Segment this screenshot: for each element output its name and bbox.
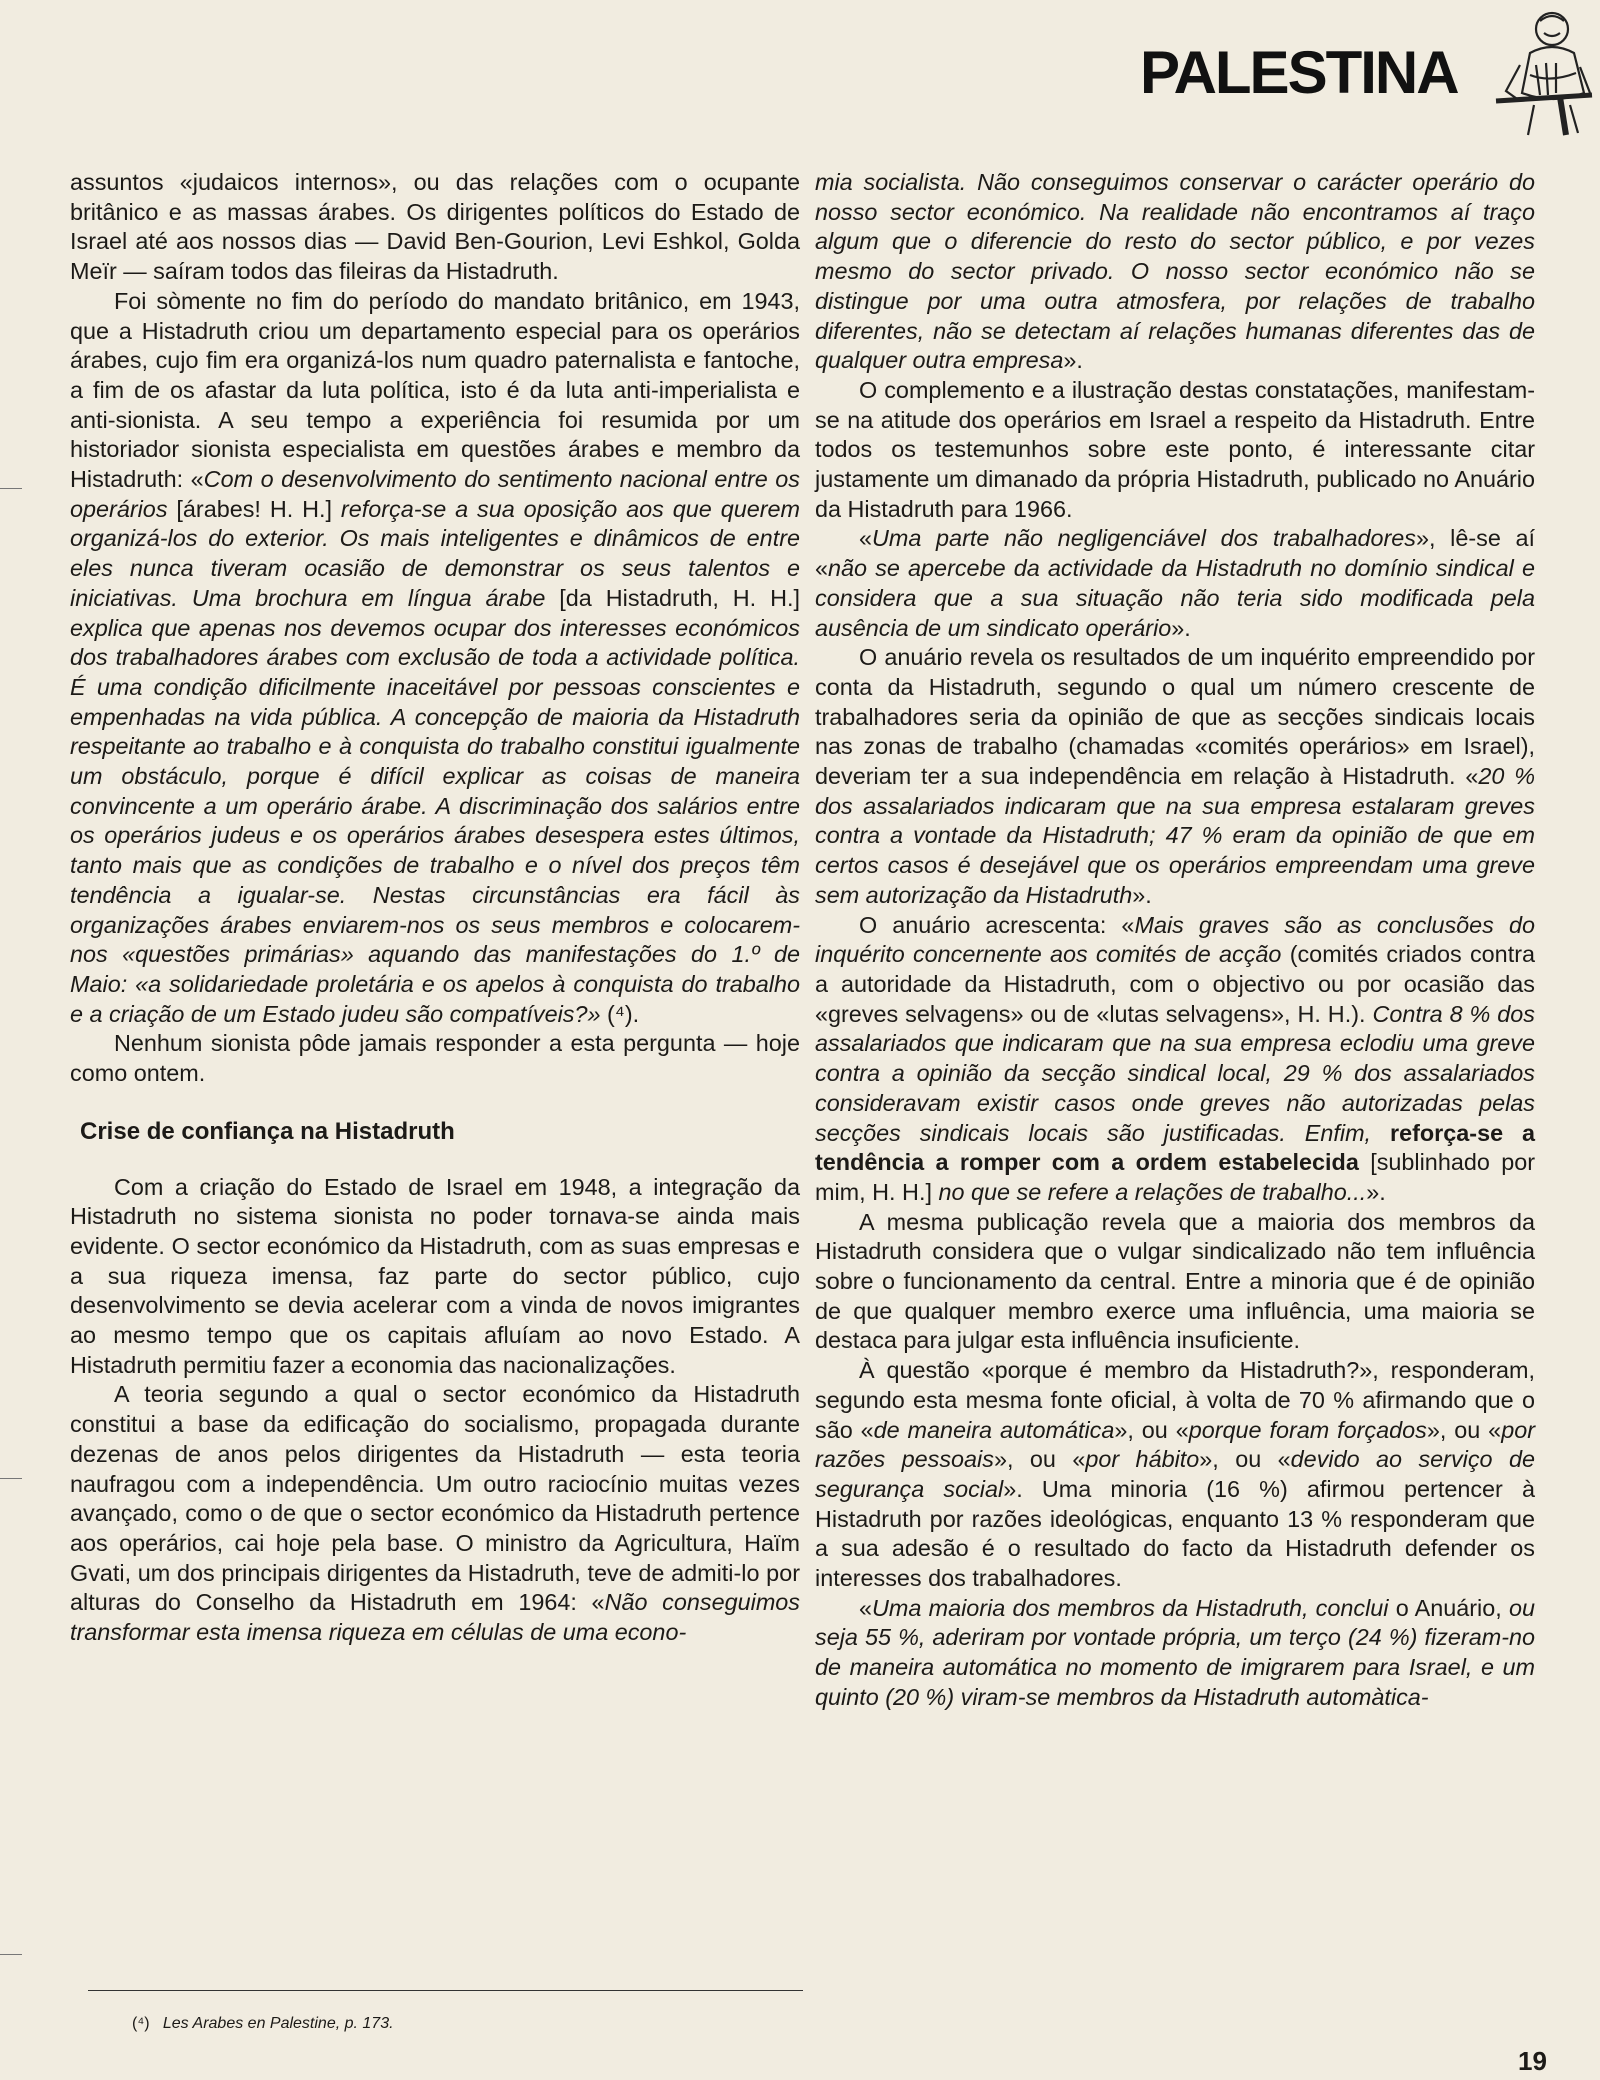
text-run: », ou « (1426, 1416, 1502, 1443)
paragraph: Nenhum sionista pôde jamais responder a esta pergunta — hoje como ontem. (70, 1030, 800, 1087)
footnote-divider (88, 1990, 803, 1991)
quote-text: Mais graves são as conclusões do inquérito concernente aos comités de acção (815, 911, 1535, 968)
quote-text: explica que apenas nos devemos ocupar dos interesses económicos dos trabalhadores árabes com exclusão de toda a actividade política. É uma condição dificilmente inaceitável por pessoas conscientes e empenhadas na vida pública. A concepção de maioria da Histadruth respeitante ao trabalho e à conquista do trabalho constitui igualmente um obstáculo, porque é difícil explicar as coisas de maneira convincente a um operário árabe. A discriminação dos salários entre os operários judeus e os operários árabes desespera estes últimos, tanto mais que as condições de trabalho e o nível dos preços têm tendência a igualar-se. Nestas circunstâncias era fácil às organizações árabes enviarem-nos os seus membros e colocarem-nos «questões primárias» aquando das manifestações do 1.º de Maio: «a solidariedade proletária e os apelos à conquista do trabalho e a criação de um Estado judeu são compatíveis?» (70, 614, 800, 1027)
paragraph: assuntos «judaicos internos», ou das relações com o ocupante britânico e as massas árabes. Os dirigentes políticos do Estado de Israel até aos nossos dias — David Ben-Gourion, Levi Eshkol, Golda Meïr — saíram todos das fileiras da Histadruth. (70, 169, 800, 285)
paragraph: Com a criação do Estado de Israel em 1948, a integração da Histadruth no sistema sionista no poder tornava-se ainda mais evidente. O sector económico da Histadruth, com as suas empresas e a sua riqueza imensa, faz parte do sector público, cujo desenvolvimento se devia acelerar com a vinda de novos imigrantes ao mesmo tempo que os capitais afluíam ao novo Estado. A Histadruth permitiu fazer a economia das nacionalizações. (70, 1173, 800, 1378)
text-run: [sublinhado por mim, H. H.] (815, 1149, 1535, 1205)
quote-text: devido ao serviço de segurança social (815, 1446, 1535, 1502)
left-column (70, 168, 800, 1648)
quote-text: Uma parte não negligenciável dos trabalhadores (872, 525, 1416, 552)
emphasis-text: reforça-se a tendência a romper com a ordem estabelecida (815, 1119, 1536, 1176)
quote-text: Com o desenvolvimento do sentimento nacional entre os operários (70, 466, 800, 522)
paragraph (815, 643, 1535, 910)
text-run: O anuário revela os resultados de um inquérito empreendido por conta da Histadruth, segundo o qual um número crescente de trabalhadores seria da opinião de que as secções sindicais locais nas zonas de trabalho (chamadas «comités operários» em Israel), deveriam ter a sua independência em relação à Histadruth. « (815, 644, 1535, 790)
quote-text: no que se refere a relações de trabalho... (938, 1178, 1367, 1205)
quote-text: ou seja 55 %, aderiram por vontade própria, um terço (24 %) fizeram-no de maneira automática no momento de imigrarem para Israel, e um quinto (20 %) viram-se membros da Histadruth automàtica- (815, 1594, 1535, 1710)
text-run: ». (1366, 1178, 1386, 1205)
quote-text: mia socialista. Não conseguimos conservar o carácter operário do nosso sector económico. Na realidade não encontramos aí traço algum que o diferencie do resto do sector público, e por vezes mesmo do sector privado. O nosso sector económico não se distingue por uma outra atmosfera, por relações de trabalho diferentes, não se detectam aí relações humanas diferentes das de qualquer outra empresa (815, 169, 1535, 374)
quote-text: Contra 8 % dos assalariados que indicaram que na sua empresa eclodiu uma greve contra a opinião da secção sindical local, 29 % dos assalariados consideravam existir casos onde greves não autorizadas pelas secções sindicais locais são justificadas. Enfim, (815, 1000, 1535, 1146)
fighter-with-rifle-illustration (1490, 5, 1600, 145)
text-run: », ou « (993, 1446, 1086, 1473)
text-run: o Anuário, (1388, 1594, 1509, 1621)
quote-text: Não conseguimos transformar esta imensa riqueza em células de uma econo- (70, 1589, 801, 1646)
footnote-ref: (⁴). (600, 1000, 640, 1027)
page-number: 19 (1518, 2046, 1547, 2076)
paragraph (815, 1594, 1535, 1713)
margin-mark (0, 1954, 22, 1955)
text-run: ». (1171, 614, 1191, 641)
paragraph: A mesma publicação revela que a maioria dos membros da Histadruth considera que o vulgar sindicalizado não tem influência sobre o funcionamento da central. Entre a minoria que é de opinião de que qualquer membro exerce uma influência, uma maioria se destaca para julgar esta influência insuficiente. (815, 1208, 1535, 1354)
text-run: « (859, 525, 873, 552)
text-run: », lê-se aí « (815, 525, 1535, 582)
text-run: ». (1132, 881, 1152, 908)
paragraph (815, 524, 1535, 643)
footnote-text: Les Arabes en Palestine, p. 173. (162, 2015, 394, 2032)
quote-text: não se apercebe da actividade da Histadruth no domínio sindical e considera que a sua situação não teria sido modificada pela ausência de um sindicato operário (815, 555, 1535, 641)
text-run: », ou « (1199, 1446, 1291, 1473)
margin-mark (0, 1478, 22, 1479)
paragraph: O complemento e a ilustração destas constatações, manifestam-se na atitude dos operários em Israel a respeito da Histadruth. Entre todos os testemunhos sobre este ponto, é interessante citar justamente um dimanado da própria Histadruth, publicado no Anuário da Histadruth para 1966. (815, 376, 1535, 522)
text-run: [árabes! H. H.] (167, 495, 341, 522)
section-title: PALESTINA (1140, 39, 1458, 106)
text-run: », ou « (1114, 1416, 1189, 1443)
text-run: [da Histadruth, H. H.] (545, 584, 800, 611)
paragraph (70, 287, 800, 1030)
quote-text: porque foram forçados (1188, 1416, 1427, 1443)
text-run: Foi sòmente no fim do período do mandato britânico, em 1943, que a Histadruth criou um departamento especial para os operários árabes, cujo fim era organizá-los num quadro paternalista e fantoche, a fim de os afastar da luta política, isto é da luta anti-imperialista e anti-sionista. A seu tempo a experiência foi resumida por um historiador sionista especialista em questões árabes e membro da Histadruth: « (70, 287, 800, 493)
subheading: Crise de confiança na Histadruth (80, 1117, 455, 1145)
margin-mark (0, 488, 22, 489)
text-run: (comités criados contra a autoridade da Histadruth, com o objectivo ou por ocasião das «greves selvagens» ou de «lutas selvagens», H. H.). (815, 941, 1535, 1027)
text-run: A teoria segundo a qual o sector económico da Histadruth constitui a base da edificação do socialismo, propagada durante dezenas de anos pelos dirigentes da Histadruth — esta teoria naufragou com a independência. Um outro raciocínio muitas vezes avançado, como o de que o sector económico da Histadruth pertence aos operários, cai hoje pela base. O ministro da Agricultura, Haïm Gvati, um dos principais dirigentes da Histadruth, teve de admiti-lo por alturas do Conselho da Histadruth em 1964: « (70, 1381, 800, 1616)
text-run: O anuário acrescenta: « (859, 911, 1135, 938)
text-run: ». Uma minoria (16 %) afirmou pertencer à Histadruth por razões ideológicas, enquanto 13 % responderam que a sua adesão é o resultado do facto da Histadruth defender os interesses dos trabalhadores. (815, 1475, 1535, 1592)
quote-text: por razões pessoais (815, 1416, 1536, 1473)
paragraph (815, 911, 1535, 1208)
paragraph (70, 1380, 800, 1647)
footnote-marker: (⁴) (132, 2015, 150, 2032)
quote-text: Uma maioria dos membros da Histadruth, conclui (872, 1594, 1389, 1621)
text-run: À questão «porque é membro da Histadruth?», responderam, segundo esta mesma fonte oficial, à volta de 70 % afirmando que o são « (815, 1357, 1535, 1443)
right-column (815, 168, 1535, 1713)
quote-text: 20 % dos assalariados indicaram que na sua empresa estalaram greves contra a vontade da Histadruth; 47 % eram da opinião de que em certos casos é desejável que os operários empreendam uma greve sem autorização da Histadruth (815, 763, 1535, 908)
text-run: « (859, 1594, 873, 1621)
quote-text: reforça-se a sua oposição aos que querem organizá-los do exterior. Os mais inteligentes e dinâmicos de entre eles nunca tiveram ocasião de demonstrar os seus talentos e iniciativas. Uma brochura em língua árabe (70, 495, 801, 611)
footnote (132, 2015, 394, 2033)
paragraph (815, 168, 1535, 376)
text-run: ». (1063, 347, 1083, 374)
quote-text: de maneira automática (873, 1416, 1115, 1443)
quote-text: por hábito (1085, 1446, 1200, 1473)
paragraph (815, 1356, 1535, 1594)
